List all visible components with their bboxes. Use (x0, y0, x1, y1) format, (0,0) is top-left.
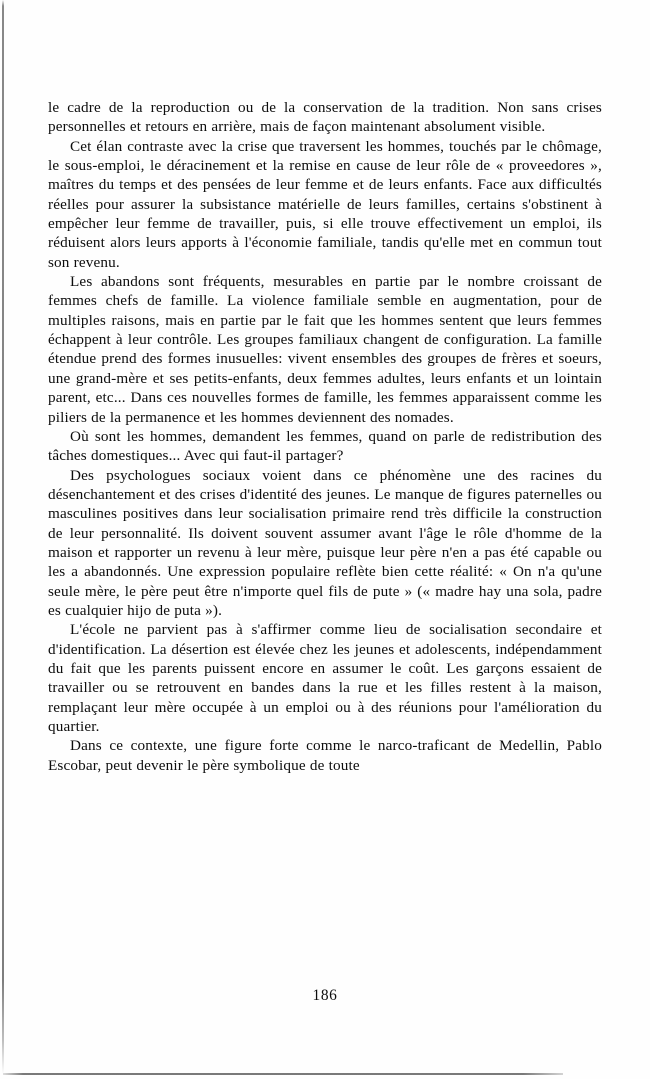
paragraph: Où sont les hommes, demandent les femmes, quand on parle de redistribution des tâches domestiques... Avec qui faut-il partager? (48, 427, 602, 465)
page-number: 186 (312, 987, 338, 1004)
paragraph: Des psychologues sociaux voient dans ce phénomène une des racines du désenchantement et des crises d'identité des jeunes. Le manque de figures paternelles ou masculines positives dans leur socialisation primaire rend très difficile la construction de leur personnalité. Ils doivent souvent assumer avant l'âge le rôle d'homme de la maison et rapporter un revenu à leur mère, puisque leur père n'en a pas été capable ou les a abandonnés. Une expression populaire reflète bien cette réalité: « On n'a qu'une seule mère, le père peut être n'importe quel fils de pute » (« madre hay una sola, padre es cualquier hijo de puta »). (48, 466, 602, 619)
paragraph: L'école ne parvient pas à s'affirmer comme lieu de socialisation secondaire et d'identification. La désertion est élevée chez les jeunes et adolescents, indépendamment du fait que les parents puissent encore en assumer le coût. Les garçons essaient de travailler ou se retrouvent en bandes dans la rue et les filles restent à la maison, remplaçant leur mère occupée à un emploi ou à des réunions pour l'amélioration du quartier. (48, 621, 602, 735)
paragraph: le cadre de la reproduction ou de la conservation de la tradition. Non sans crises personnelles et retours en arrière, mais de façon maintenant absolument visible. (48, 99, 602, 136)
scan-edge-bottom (3, 1073, 563, 1075)
paragraph: Dans ce contexte, une figure forte comme le narco-traficant de Medellin, Pablo Escobar, peut devenir le père symbolique de toute (48, 737, 602, 774)
paragraph: Cet élan contraste avec la crise que traversent les hommes, touchés par le chômage, le sous-emploi, le déracinement et la remise en cause de leur rôle de « proveedores », maîtres du temps et des pensées de leur femme et de leurs enfants. Face aux difficultés réelles pour assurer la subsistance matérielle de leurs familles, certains s'obstinent à empêcher leur femme de travailler, puis, si elle trouve effectivement un emploi, ils réduisent alors leurs apports à l'économie familiale, tandis qu'elle met en commun tout son revenu. (48, 137, 602, 271)
paragraph: Les abandons sont fréquents, mesurables en partie par le nombre croissant de femmes chefs de famille. La violence familiale semble en augmentation, pour de multiples raisons, mais en partie par le fait que les hommes sentent que leurs femmes échappent à leur contrôle. Les groupes familiaux changent de configuration. La famille étendue prend des formes inusuelles: vivent ensembles des groupes de frères et soeurs, une grand-mère et ses petits-enfants, deux femmes adultes, leurs enfants et un lointain parent, etc... Dans ces nouvelles formes de famille, les femmes apparaissent comme les piliers de la permanence et les hommes deviennent des nomades. (48, 273, 602, 426)
scan-edge-left (2, 0, 4, 1074)
body-text-block (48, 98, 602, 775)
